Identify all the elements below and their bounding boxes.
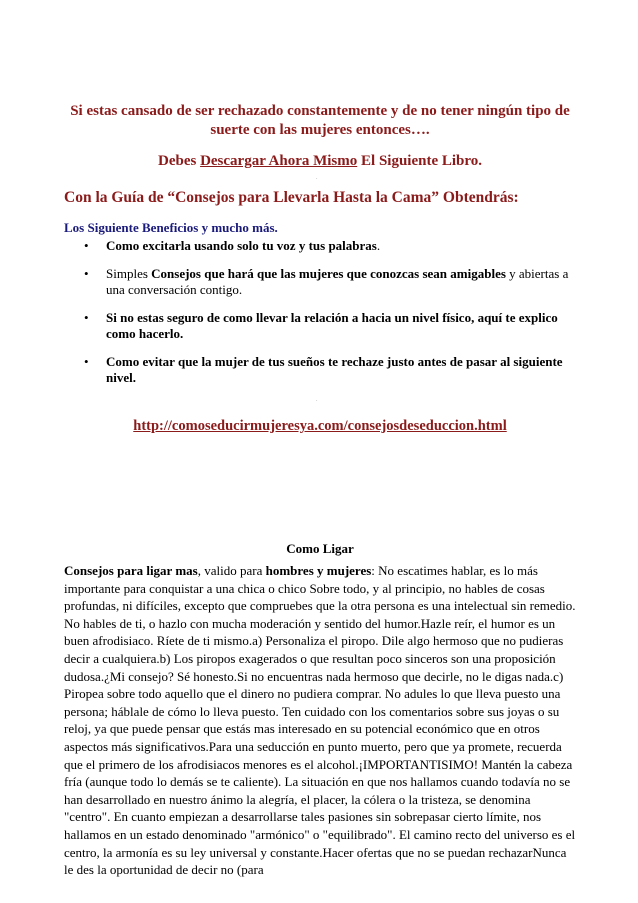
article-title: Como Ligar <box>286 541 354 556</box>
benefit-text: Si no estas seguro de como llevar la relación a hacia un nivel físico, aquí te explico como hacerlo. <box>106 309 558 341</box>
offer-url-link[interactable]: http://comoseducirmujeresya.com/consejosdeseduccion.html <box>133 418 507 434</box>
list-item <box>64 238 574 255</box>
benefits-intro: Los Siguiente Beneficios y mucho más. <box>64 220 278 235</box>
benefit-text: Como excitarla usando solo tu voz y tus palabras <box>106 238 377 253</box>
benefit-post: y abiertas a una conversación contigo. <box>106 265 569 297</box>
bullet-icon: • <box>84 309 89 325</box>
lead-bold-1: Consejos para ligar mas <box>64 563 198 578</box>
lead-mid: , valido para <box>197 563 266 578</box>
article-body <box>64 562 578 879</box>
list-item <box>64 310 574 343</box>
guide-title: Con la Guía de “Consejos para Llevarla Hasta la Cama” Obtendrás: <box>64 189 519 206</box>
download-prefix: Debes <box>157 153 201 169</box>
article-text: : No escatimes hablar, es lo más importante para conquistar a una chica o chico Sobre todo, y al principio, no hables de cosas profundas, ni difíciles, excepto que compruebes que la otra persona es una intelectual sin remedio. No hables de ti, o hazlo con mucha moderación y sentido del humor.Hazle reír, el humor es un buen afrodisiaco. Ríete de ti mismo.a) Personaliza el piropo. Dile algo hermoso que no pudieras decir a cualquiera.b) Los piropos exagerados o que resultan poco sinceros son una proposición dudosa.¿Mi consejo? Sé honesto.Si no encuentras nada hermoso que decirle, no le digas nada.c) Piropea sobre todo aquello que el dinero no pudiera comprar. No adules lo que lleva puesto una persona; háblale de cómo lo lleva puesto. Ten cuidado con los comentarios sobre sus joyas o su reloj, ya que puede pensar que estás mas interesado en su potencial económico que en otros aspectos más significativos.Para una seducción en punto muerto, pero que ya promete, recuerda que el primero de los afrodisiacos menores es el alcohol.¡IMPORTANTISIMO! Mantén la cabeza fría (aunque todo lo demás se te caliente). La situación en que nos hallamos cuando todavía no se han desarrollado en nuestro ánimo la alegría, el placer, la cólera o la tristeza, se denomina "centro". En cuanto empiezan a desarrollarse tales pasiones sin sobrepasar cierto límite, nos hallamos en un estado denominado "armónico" o "equilibrado". El camino recto del universo es el centro, la armonía es su ley universal y constante.Hacer ofertas que no se puedan rechazarNunca le des la oportunidad de decir no (para <box>64 563 576 878</box>
benefit-text: Como evitar que la mujer de tus sueños te rechaze justo antes de pasar al siguiente nivel. <box>106 353 563 385</box>
small-mark: . <box>316 175 318 181</box>
small-mark: . <box>316 397 318 403</box>
benefit-pre: Simples <box>106 265 152 281</box>
bullet-icon: • <box>84 265 89 281</box>
list-item <box>64 354 574 387</box>
benefit-bold: Consejos que hará que las mujeres que conozcas sean amigables <box>151 265 506 281</box>
bullet-icon: • <box>84 353 89 369</box>
download-link[interactable]: Descargar Ahora Mismo <box>200 153 358 169</box>
lead-bold-2: hombres y mujeres <box>265 563 372 578</box>
bullet-icon: • <box>84 238 89 253</box>
benefits-list <box>64 238 574 398</box>
download-line <box>64 152 576 171</box>
list-item <box>64 266 574 299</box>
promo-heading: Si estas cansado de ser rechazado constantemente y de no tener ningún tipo de suerte con las mujeres entonces…. <box>70 103 570 138</box>
benefit-suffix: . <box>376 238 381 253</box>
download-suffix: El Siguiente Libro. <box>357 153 483 169</box>
